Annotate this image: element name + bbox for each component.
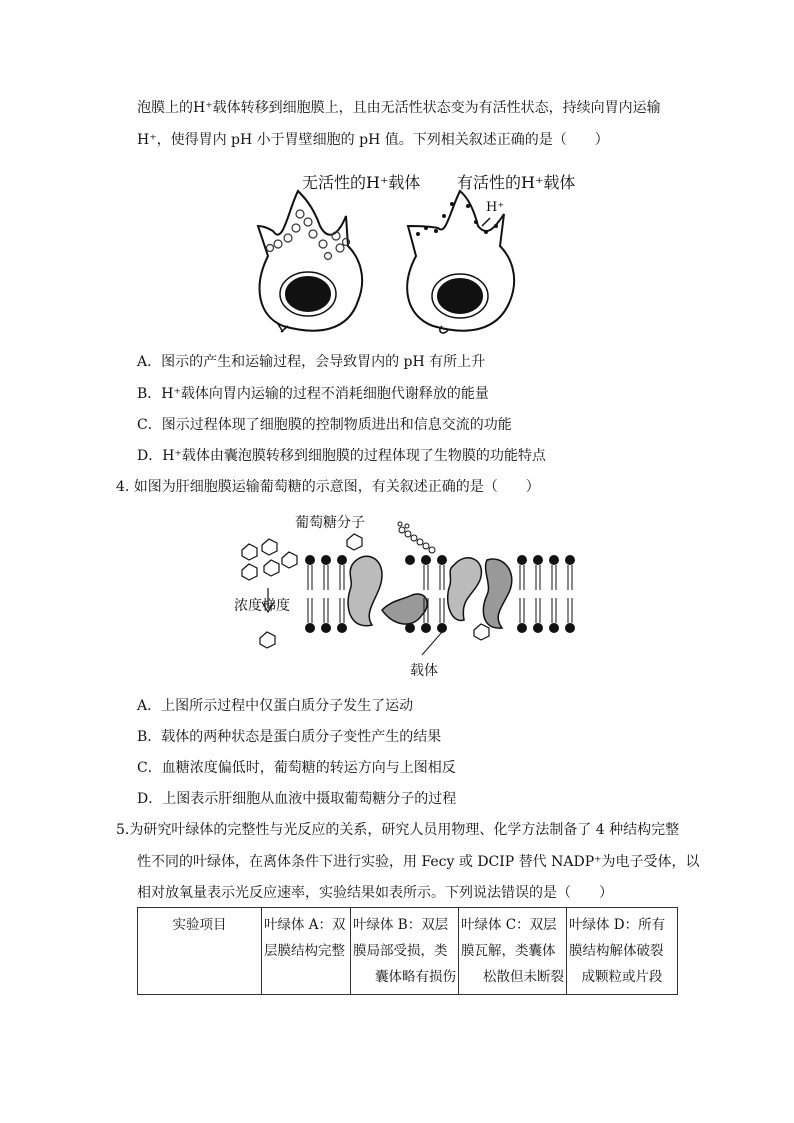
q4-option-d: D．上图表示肝细胞从血液中摄取葡萄糖分子的过程 [137,791,457,807]
glucose-transport-figure [232,520,582,660]
gradient-arrow-icon [262,588,274,612]
membrane-carriers [416,202,498,236]
table-header-chloroplast-d: 叶绿体 D：所有 膜结构解体破裂 成颗粒或片段 [567,908,678,995]
q3-option-b: B．H⁺载体向胃内运输的过程不消耗细胞代谢释放的能量 [137,386,489,402]
table-row [138,908,678,995]
experiment-table [137,907,678,995]
bilayer-left [305,555,347,633]
label-h-ion: H⁺ [486,200,505,215]
h-arrow-icon [482,218,490,226]
q3-option-d: D．H⁺载体由囊泡膜转移到细胞膜的过程体现了生物膜的功能特点 [137,448,546,464]
carrier-protein-2 [448,558,512,628]
bilayer-right [517,555,575,633]
q4-option-a: A．上图所示过程中仅蛋白质分子发生了运动 [137,698,414,714]
table-header-chloroplast-c: 叶绿体 C：双层 膜瓦解，类囊体 松散但未断裂 [459,908,567,995]
carrier-pointer-line [422,632,442,655]
gastric-cell-figure [228,186,548,336]
q5-line-3: 相对放氧量表示光反应速率，实验结果如表所示。下列说法错误的是（ ） [137,885,613,901]
label-gradient: 浓度梯度 [234,598,290,614]
table-header-chloroplast-b: 叶绿体 B：双层 膜局部受损，类 囊体略有损伤 [351,908,459,995]
q5-line-2: 性不同的叶绿体，在离体条件下进行实验，用 Fecy 或 DCIP 替代 NADP⁺为电子受体，以 [137,854,700,870]
table-header-item: 实验项目 [138,908,262,995]
q4-stem: 4. 如图为肝细胞膜运输葡萄糖的示意图，有关叙述正确的是（ ） [116,479,540,495]
label-inactive-carrier: 无活性的H⁺载体 [302,173,421,192]
table-header-chloroplast-a: 叶绿体 A：双 层膜结构完整 [262,908,351,995]
label-glucose: 葡萄糖分子 [295,515,365,531]
q5-line-1: 5.为研究叶绿体的完整性与光反应的关系，研究人员用物理、化学方法制备了 4 种结构完整 [116,822,680,838]
q3-option-c: C．图示过程体现了细胞膜的控制物质进出和信息交流的功能 [137,417,512,433]
active-cell [407,191,514,333]
intro-line-1: 泡膜上的H⁺载体转移到细胞膜上，且由无活性状态变为有活性状态，持续向胃内运输 [137,100,661,116]
label-carrier: 载体 [410,663,438,679]
carrier-protein-1 [348,556,427,625]
q4-option-b: B．载体的两种状态是蛋白质分子变性产生的结果 [137,729,442,745]
signal-chain [398,522,435,553]
inactive-cell [258,191,362,332]
intro-line-2: H⁺，使得胃内 pH 小于胃壁细胞的 pH 值。下列相关叙述正确的是（ ） [137,132,609,148]
q3-option-a: A．图示的产生和运输过程，会导致胃内的 pH 有所上升 [137,354,486,370]
q4-option-c: C．血糖浓度偏低时，葡萄糖的转运方向与上图相反 [137,760,456,776]
label-active-carrier: 有活性的H⁺载体 [457,173,576,192]
